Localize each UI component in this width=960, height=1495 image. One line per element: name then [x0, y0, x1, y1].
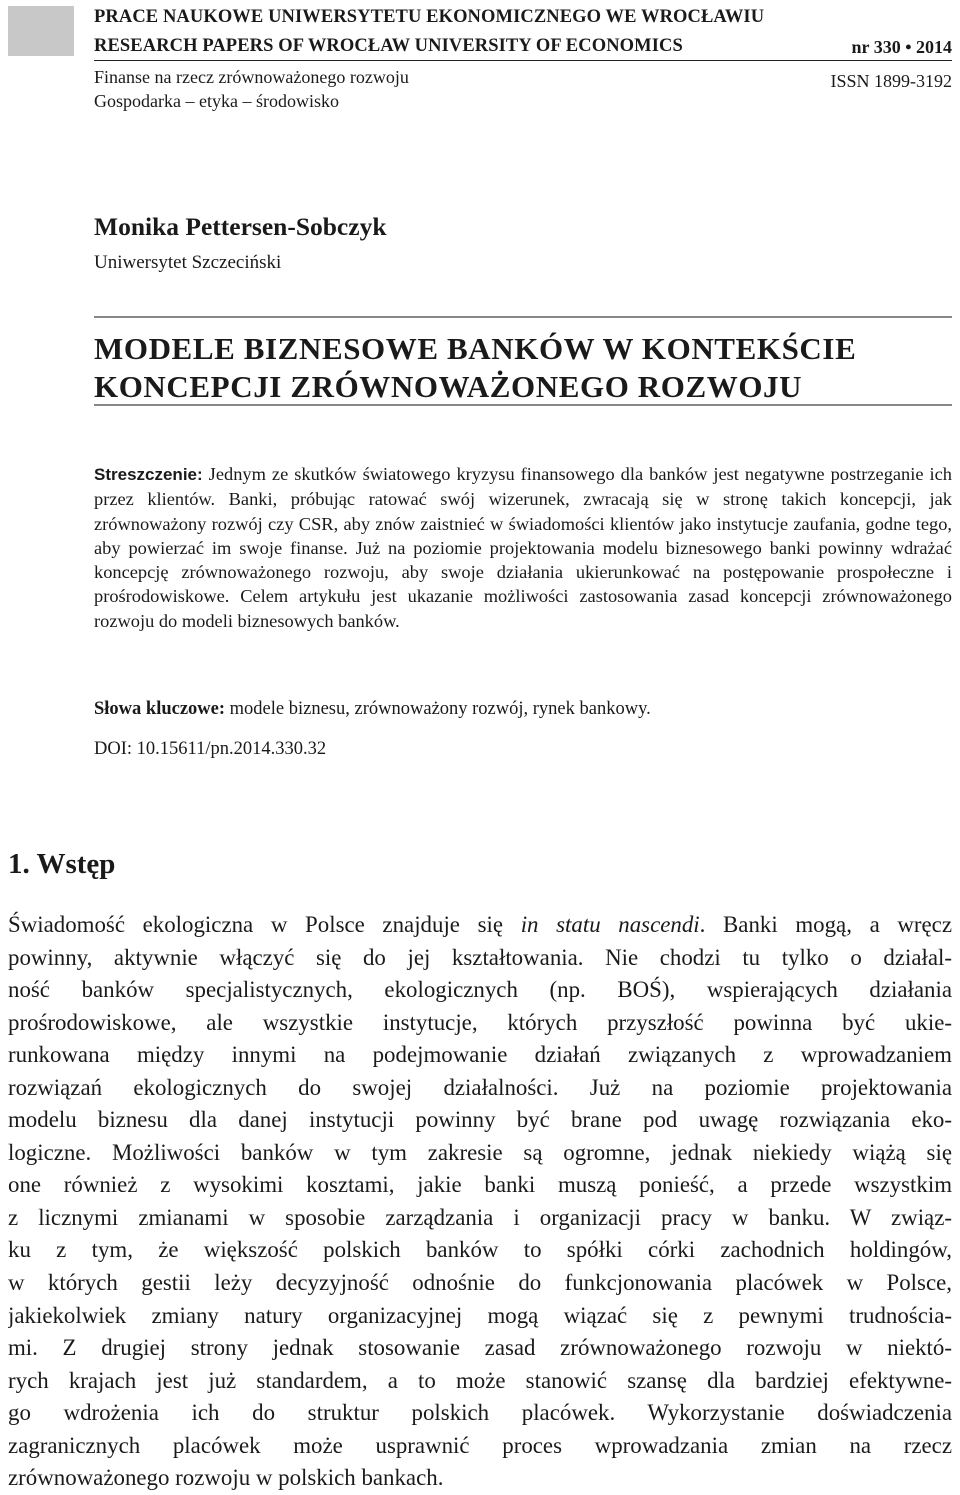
body-line: jakiekolwiek zmiany natury organizacyjnej mogą wiązać się z pewnymi trudnościa-: [8, 1302, 952, 1328]
section-body: [8, 909, 952, 1495]
body-first-line-end: . Banki mogą, a wręcz: [699, 912, 952, 937]
title-rule-bottom: [94, 404, 952, 406]
body-line: zagranicznych placówek może usprawnić proces wprowadzania zmian na rzecz: [8, 1432, 952, 1458]
body-line: prośrodowiskowe, ale wszystkie instytucje, których przyszłość powinna być ukie-: [8, 1009, 952, 1035]
journal-name-pl: PRACE NAUKOWE UNIWERSYTETU EKONOMICZNEGO WE WROCŁAWIU: [94, 7, 765, 27]
abstract-label: Streszczenie:: [94, 465, 203, 484]
keywords-text: modele biznesu, zrównoważony rozwój, rynek bankowy.: [225, 699, 651, 719]
body-line: runkowana między innymi na podejmowanie działań związanych z wprowadzaniem: [8, 1042, 952, 1068]
abstract: [94, 462, 952, 633]
doi: DOI: 10.15611/pn.2014.330.32: [94, 739, 327, 759]
body-first-line-text: Świadomość ekologiczna w Polsce znajduje się: [8, 912, 521, 937]
body-line: one również z wysokimi kosztami, jakie banki muszą ponieść, a przede wszystkim: [8, 1172, 952, 1198]
body-italic-phrase: in statu nascendi: [520, 912, 700, 937]
body-line: ku z tym, że większość polskich banków to spółki córki zachodnich holdingów,: [8, 1237, 952, 1263]
section-heading: 1. Wstęp: [8, 848, 116, 880]
author-name: Monika Pettersen-Sobczyk: [94, 212, 387, 241]
title-line-2: KONCEPCJI ZRÓWNOWAŻONEGO ROZWOJU: [94, 369, 803, 404]
body-line: z licznymi zmianami w sposobie zarządzania i organizacji pracy w banku. W związ-: [8, 1204, 952, 1230]
body-line-last: zrównoważonego rozwoju w polskich bankach.: [8, 1465, 444, 1491]
body-line: mi. Z drugiej strony jednak stosowanie zasad zrównoważonego rozwoju w niektó-: [8, 1335, 952, 1361]
body-line: go wdrożenia ich do struktur polskich placówek. Wykorzystanie doświadczenia: [8, 1400, 952, 1426]
series-line-2: Gospodarka – etyka – środowisko: [94, 91, 339, 111]
keywords: [94, 697, 651, 721]
keywords-label: Słowa kluczowe:: [94, 699, 226, 719]
body-line: logiczne. Możliwości banków w tym zakresie są ogromne, jednak niekiedy wiążą się: [8, 1139, 952, 1165]
body-line: ność banków specjalistycznych, ekologicznych (np. BOŚ), wspierających działania: [8, 977, 952, 1003]
body-line: w których gestii leży decyzyjność odnośnie do funkcjonowania placówek w Polsce,: [8, 1270, 952, 1296]
journal-issue: nr 330 • 2014: [851, 37, 952, 57]
body-line: rych krajach jest już standardem, a to może stanowić szansę dla bardziej efektywne-: [8, 1367, 952, 1393]
body-line: powinny, aktywnie włączyć się do jej kształtowania. Nie chodzi tu tylko o działal-: [8, 944, 952, 970]
body-line-first: [8, 909, 952, 942]
journal-name-en: RESEARCH PAPERS OF WROCŁAW UNIVERSITY OF ECONOMICS: [94, 36, 683, 56]
header-gray-block: [8, 6, 74, 56]
series-line-1: Finanse na rzecz zrównoważonego rozwoju: [94, 67, 409, 87]
article-title: [94, 330, 856, 406]
issn: ISSN 1899-3192: [830, 71, 952, 91]
title-line-1: MODELE BIZNESOWE BANKÓW W KONTEKŚCIE: [94, 331, 857, 366]
body-line: rozwiązań ekologicznych do swojej działalności. Już na poziomie projektowania: [8, 1074, 952, 1100]
header-rule: [94, 60, 952, 61]
abstract-text: Jednym ze skutków światowego kryzysu finansowego dla banków jest negatywne postrzeganie ich przez klientów. Banki, próbując ratować swój wizerunek, zwracają się w stronę takich koncepcji, jak zrównoważony rozwój czy CSR, aby znów zaistnieć w świadomości klientów jako instytucje zaufania, godne tego, aby powierzać im swoje finanse. Już na poziomie projektowania modelu biznesowego banki powinny wdrażać koncepcję zrównoważonego rozwoju, aby swoje działania ukierunkować na postępowanie prospołeczne i prośrodowiskowe. Celem artykułu jest ukazanie możliwości zastosowania zasad koncepcji zrównoważonego rozwoju do modeli biznesowych banków.: [94, 464, 952, 631]
author-affiliation: Uniwersytet Szczeciński: [94, 252, 282, 273]
body-line: modelu biznesu dla danej instytucji powinny być brane pod uwagę rozwiązania eko-: [8, 1107, 952, 1133]
title-rule-top: [94, 316, 952, 318]
